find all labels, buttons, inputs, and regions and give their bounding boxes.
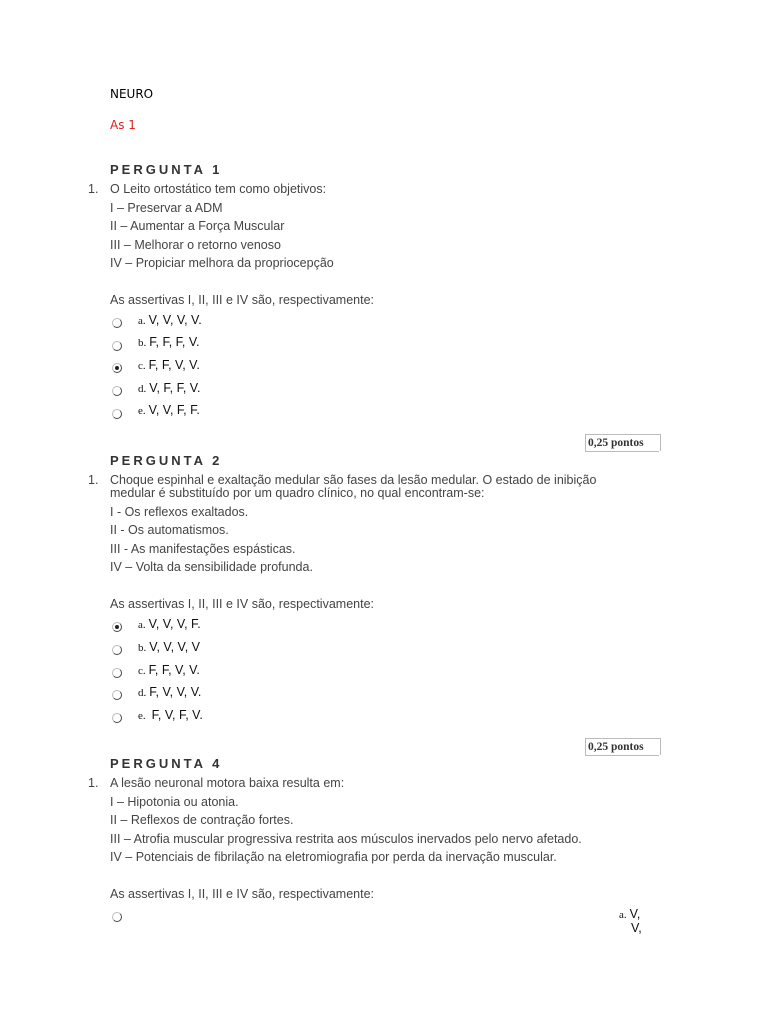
question-2-points: 0,25 pontos (585, 738, 661, 755)
q1-option-e[interactable] (138, 403, 200, 417)
question-1-header: PERGUNTA 1 (110, 162, 223, 177)
q1-option-a[interactable] (138, 313, 202, 327)
question-1-prompt: As assertivas I, II, III e IV são, respectivamente: (110, 293, 374, 307)
question-1-item-2: II – Aumentar a Força Muscular (110, 219, 285, 233)
question-2-points-underline (585, 755, 659, 756)
question-2-item-2: II - Os automatismos. (110, 523, 229, 537)
q2-option-c-label: F, F, V, V. (148, 663, 200, 677)
q1-option-d[interactable] (138, 381, 200, 395)
q2-option-e-label: F, V, F, V. (151, 708, 203, 722)
q1-option-c-label: F, F, V, V. (148, 358, 200, 372)
q1-option-b[interactable] (138, 335, 200, 349)
q2-option-b-radio[interactable] (112, 645, 122, 655)
q2-option-d-radio[interactable] (112, 690, 122, 700)
question-4-header: PERGUNTA 4 (110, 756, 223, 771)
question-2-item-3: III - As manifestações espásticas. (110, 542, 296, 556)
question-1-number: 1. (88, 182, 99, 196)
q1-option-d-letter: d. (138, 383, 147, 395)
q1-option-e-radio[interactable] (112, 409, 122, 419)
question-4-item-3: III – Atrofia muscular progressiva restrita aos músculos inervados pelo nervo afetado. (110, 832, 582, 846)
q2-option-c-radio[interactable] (112, 668, 122, 678)
question-2-prompt: As assertivas I, II, III e IV são, respectivamente: (110, 597, 374, 611)
q2-option-a-radio[interactable] (112, 622, 122, 632)
q1-option-e-letter: e. (138, 405, 146, 417)
q2-option-a-label: V, V, V, F. (148, 617, 201, 631)
q1-option-b-letter: b. (138, 337, 147, 349)
question-2-item-1: I - Os reflexos exaltados. (110, 505, 249, 519)
q4-option-a-label-line-1: V, (629, 907, 641, 921)
q4-option-a-radio[interactable] (112, 912, 122, 922)
question-1-text: O Leito ortostático tem como objetivos: (110, 182, 327, 196)
question-1-item-3: III – Melhorar o retorno venoso (110, 238, 281, 252)
q1-option-c[interactable] (138, 358, 200, 372)
question-4-prompt: As assertivas I, II, III e IV são, respectivamente: (110, 887, 374, 901)
q1-option-d-radio[interactable] (112, 386, 122, 396)
q4-option-a[interactable] (619, 907, 640, 921)
question-1-points: 0,25 pontos (585, 434, 661, 451)
question-4-item-1: I – Hipotonia ou atonia. (110, 795, 239, 809)
question-1-item-1: I – Preservar a ADM (110, 201, 223, 215)
q2-option-b-label: V, V, V, V (149, 640, 200, 654)
q1-option-d-label: V, F, F, V. (149, 381, 201, 395)
q2-option-a-letter: a. (138, 619, 146, 631)
q2-option-a[interactable] (138, 617, 201, 631)
q1-option-a-letter: a. (138, 315, 146, 327)
q1-option-b-radio[interactable] (112, 341, 122, 351)
question-2-item-4: IV – Volta da sensibilidade profunda. (110, 560, 313, 574)
q2-option-e[interactable] (138, 708, 203, 722)
q1-option-c-radio[interactable] (112, 363, 122, 373)
q2-option-b-letter: b. (138, 642, 147, 654)
q4-option-a-letter: a. (619, 909, 627, 921)
q2-option-e-radio[interactable] (112, 713, 122, 723)
question-4-number: 1. (88, 776, 99, 790)
question-2-text-line-1: Choque espinhal e exaltação medular são fases da lesão medular. O estado de inibição (110, 473, 597, 487)
q2-option-e-letter: e. (138, 710, 146, 722)
q2-option-c[interactable] (138, 663, 200, 677)
question-4-item-4: IV – Potenciais de fibrilação na eletromiografia por perda da inervação muscular. (110, 850, 557, 864)
question-1-item-4: IV – Propiciar melhora da propriocepção (110, 256, 334, 270)
question-2-header: PERGUNTA 2 (110, 453, 223, 468)
question-1-points-underline (585, 451, 659, 452)
q2-option-b[interactable] (138, 640, 200, 654)
q1-option-a-label: V, V, V, V. (148, 313, 202, 327)
q2-option-d-letter: d. (138, 687, 147, 699)
q2-option-c-letter: c. (138, 665, 146, 677)
q1-option-b-label: F, F, F, V. (149, 335, 200, 349)
q1-option-a-radio[interactable] (112, 318, 122, 328)
question-4-text: A lesão neuronal motora baixa resulta em: (110, 776, 345, 790)
q2-option-d-label: F, V, V, V. (149, 685, 202, 699)
q4-option-a-label-line-2: V, (631, 921, 642, 935)
q1-option-c-letter: c. (138, 360, 146, 372)
document-title: NEURO (110, 87, 154, 101)
question-2-text-line-2: medular é substituído por um quadro clínico, no qual encontram-se: (110, 486, 485, 500)
q1-option-e-label: V, V, F, F. (148, 403, 200, 417)
q2-option-d[interactable] (138, 685, 201, 699)
question-2-number: 1. (88, 473, 99, 487)
question-4-item-2: II – Reflexos de contração fortes. (110, 813, 294, 827)
document-subtitle: As 1 (110, 118, 136, 132)
